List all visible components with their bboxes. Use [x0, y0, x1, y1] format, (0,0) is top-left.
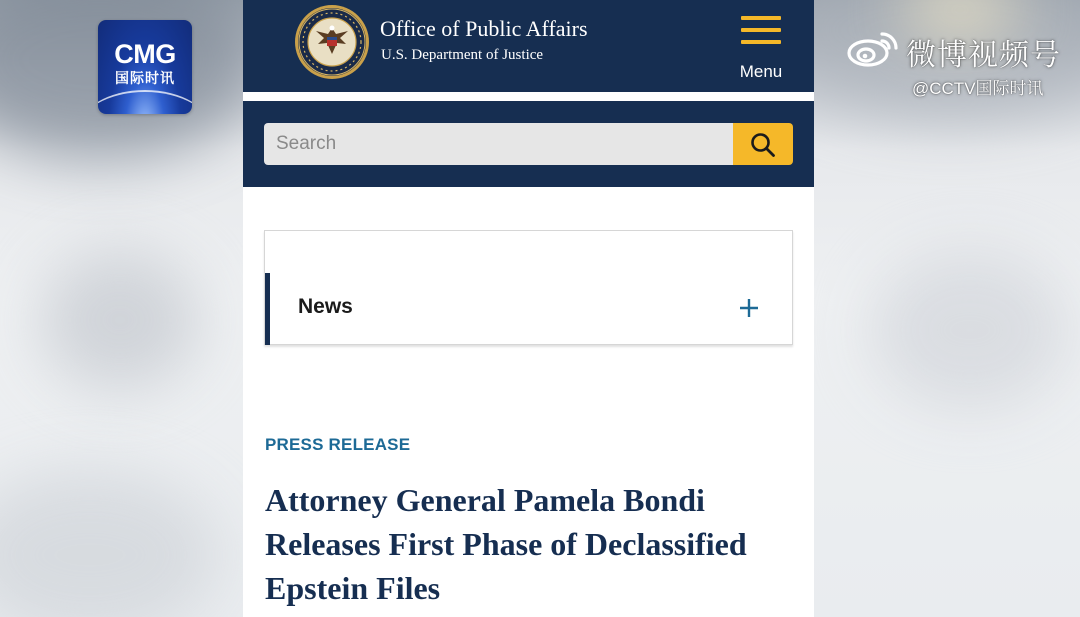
accordion-label: News: [298, 295, 353, 318]
watermark-handle: @CCTV国际时讯: [912, 79, 1044, 98]
site-title[interactable]: Office of Public Affairs: [380, 16, 588, 41]
cmg-logo-subtitle: 国际时讯: [115, 70, 175, 86]
watermark-channel-name: 微博视频号: [906, 39, 1061, 72]
news-accordion[interactable]: [264, 230, 793, 345]
plus-icon[interactable]: [738, 297, 760, 319]
doj-seal-icon[interactable]: [294, 4, 370, 80]
cmg-logo-title: CMG: [114, 39, 176, 69]
search-bar: [243, 101, 814, 187]
menu-label: Menu: [739, 62, 783, 81]
weibo-watermark: [846, 22, 1072, 102]
search-button[interactable]: [733, 123, 793, 165]
menu-button[interactable]: [729, 12, 793, 84]
press-release-label: PRESS RELEASE: [265, 435, 411, 454]
search-icon: [750, 132, 776, 158]
site-subtitle: U.S. Department of Justice: [381, 47, 544, 63]
accordion-accent-bar: [265, 273, 270, 345]
search-input[interactable]: [264, 123, 733, 165]
doj-mobile-page: [243, 0, 814, 617]
site-header: [243, 0, 814, 92]
cmg-channel-logo: [98, 20, 192, 114]
weibo-logo-icon: [846, 28, 900, 68]
hamburger-icon: [741, 16, 781, 20]
header-divider: [243, 92, 814, 101]
article-headline: Attorney General Pamela Bondi Releases First Phase of Declassified Epstein Files: [265, 482, 747, 606]
